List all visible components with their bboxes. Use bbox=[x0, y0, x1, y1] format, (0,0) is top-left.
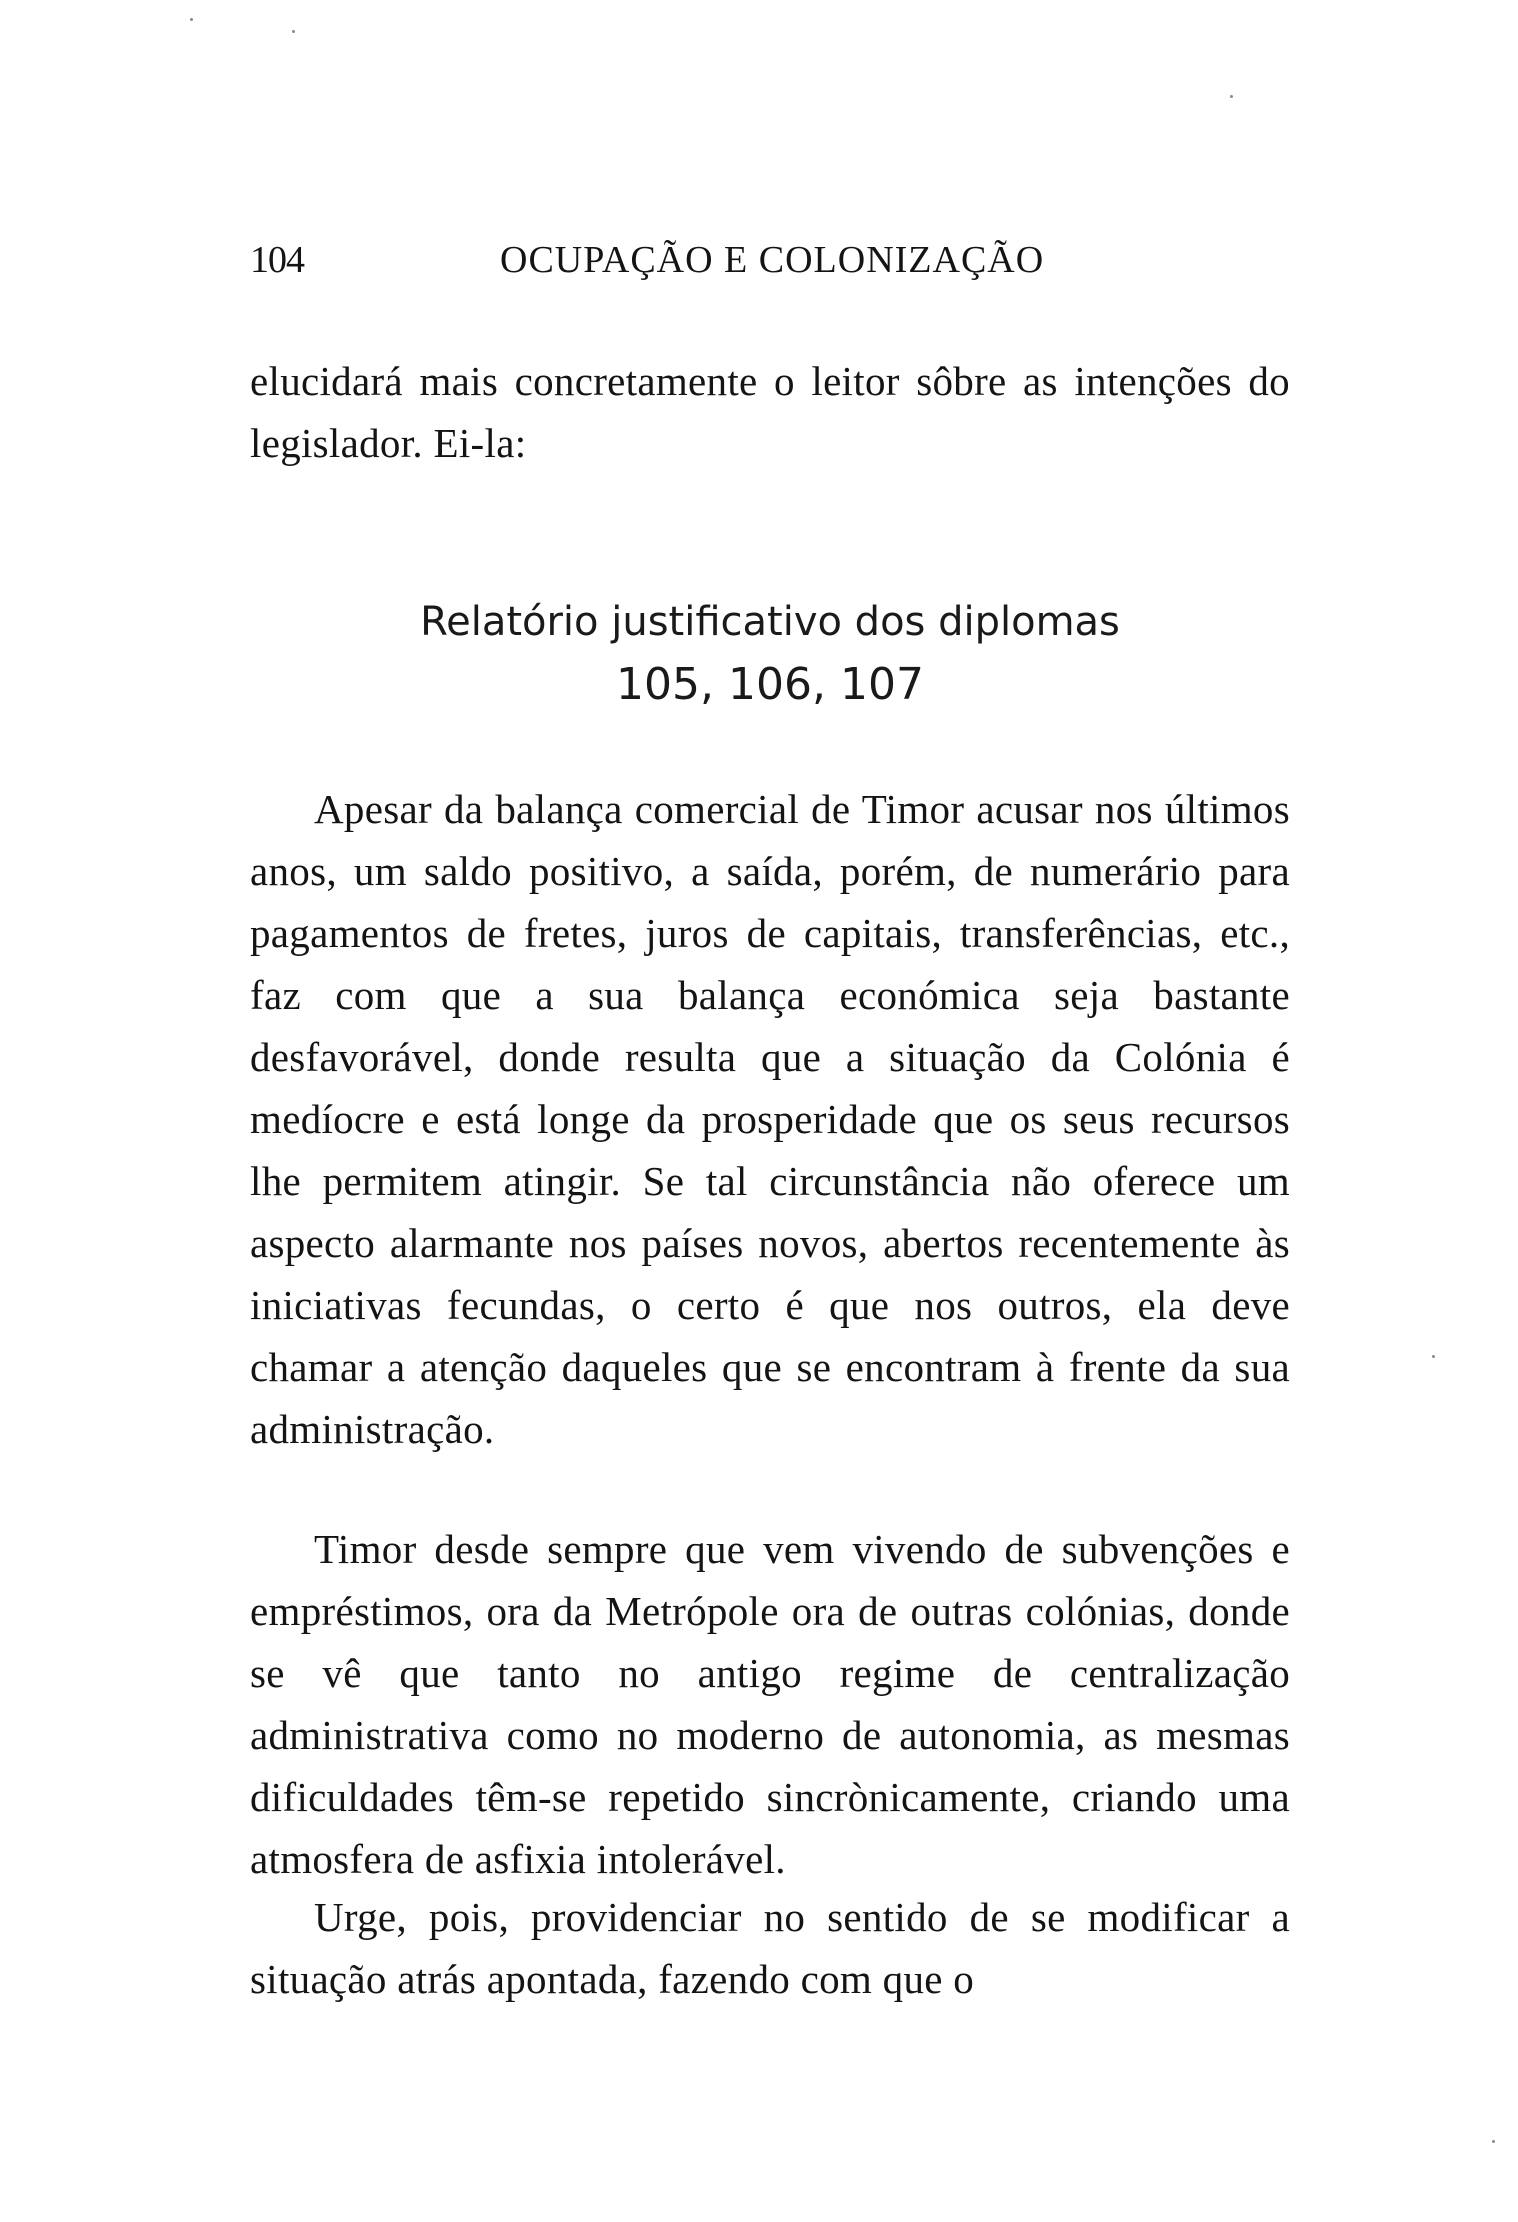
paper-speck bbox=[1492, 2140, 1495, 2143]
title-line-2: 105, 106, 107 bbox=[616, 659, 924, 710]
page-header bbox=[250, 238, 1290, 298]
paragraph-1: Apesar da balança comercial de Timor acusar nos últimos anos, um saldo positivo, a saída, porém, de numerário para pagamentos de fretes, juros de capitais, transferências, etc., faz com que a sua balança económica seja bastante desfavorável, donde resulta que a situação da Colónia é medíocre e está longe da prosperidade que os seus recursos lhe permitem atingir. Se tal circunstância não oferece um aspecto alarmante nos países novos, abertos recentemente às iniciativas fecundas, o certo é que nos outros, ela deve chamar a atenção daqueles que se encontram à frente da sua administração. bbox=[250, 786, 1290, 1452]
page-number: 104 bbox=[250, 239, 304, 281]
intro-paragraph: elucidará mais concretamente o leitor sôbre as intenções do legislador. Ei-la: bbox=[250, 358, 1290, 466]
paper-speck bbox=[292, 30, 295, 33]
running-head: OCUPAÇÃO E COLONIZAÇÃO bbox=[500, 239, 1045, 281]
paper-speck bbox=[190, 18, 193, 21]
paragraph-2: Timor desde sempre que vem vivendo de subvenções e empréstimos, ora da Metrópole ora de outras colónias, donde se vê que tanto no antigo regime de centralização administrativa como no moderno de autonomia, as mesmas dificuldades têm-se repetido sincrònicamente, criando uma atmosfera de asfixia intolerável. bbox=[250, 1526, 1290, 1882]
paragraph-3: Urge, pois, providenciar no sentido de se modificar a situação atrás apontada, fazendo com que o bbox=[250, 1894, 1290, 2002]
paper-speck bbox=[1230, 95, 1233, 98]
title-line-1: Relatório justificativo dos diplomas bbox=[420, 599, 1120, 645]
paper-speck bbox=[1432, 1355, 1435, 1358]
document-title bbox=[250, 592, 1290, 718]
